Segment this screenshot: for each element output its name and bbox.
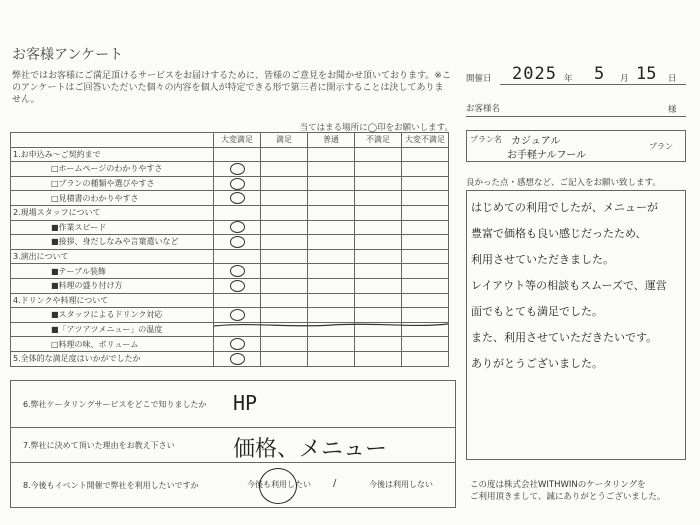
rating-cell[interactable] [261, 235, 308, 250]
rating-cell[interactable] [355, 191, 402, 206]
rating-cell[interactable] [261, 147, 308, 162]
rating-cell[interactable] [261, 191, 308, 206]
item-label: □見積書のわかりやすさ [11, 191, 214, 206]
page-title: お客様アンケート [12, 47, 124, 63]
table-row [11, 264, 449, 279]
rating-cell[interactable] [402, 278, 449, 293]
rating-cell[interactable] [261, 162, 308, 177]
survey-table [10, 132, 449, 367]
name-underline [466, 116, 686, 117]
rating-cell[interactable] [214, 162, 261, 177]
scribble-line [212, 319, 452, 331]
section-row [11, 351, 449, 366]
comment-line: 面でもとても満足でした。 [471, 305, 603, 318]
rating-cell[interactable] [355, 162, 402, 177]
table-row [11, 176, 449, 191]
selected-circle-mark [230, 338, 245, 350]
rating-cell[interactable] [214, 220, 261, 235]
q8-row [10, 462, 456, 508]
rating-cell[interactable] [261, 337, 308, 352]
comment-label: 良かった点・感想など、ご記入をお願い致します。 [466, 178, 661, 188]
rating-cell[interactable] [355, 235, 402, 250]
col-dissatisfied: 不満足 [355, 133, 402, 148]
header-blank [11, 133, 214, 148]
q7-row [10, 427, 456, 463]
comment-line: 豊富で価格も良い感じだったため、 [471, 227, 647, 240]
rating-cell[interactable] [402, 293, 449, 308]
comment-line: はじめての利用でしたが、メニューが [471, 201, 658, 214]
q7-label: 7.弊社に決めて頂いた理由をお教え下さい [23, 441, 175, 450]
selected-circle-mark [230, 265, 245, 277]
comment-line: レイアウト等の相談もスムーズで、運営 [471, 279, 667, 292]
q6-answer: HP [233, 391, 258, 415]
selected-circle-mark [230, 353, 245, 365]
rating-cell[interactable] [308, 235, 355, 250]
rating-cell[interactable] [308, 278, 355, 293]
rating-cell[interactable] [402, 264, 449, 279]
q8-option-no: 今後は利用しない [369, 480, 433, 489]
rating-cell[interactable] [308, 191, 355, 206]
date-underline [500, 84, 686, 85]
rating-cell[interactable] [261, 220, 308, 235]
selected-circle-mark [230, 178, 245, 190]
rating-cell[interactable] [402, 351, 449, 366]
item-label: ■料理の盛り付け方 [11, 278, 214, 293]
rating-cell[interactable] [308, 220, 355, 235]
rating-cell[interactable] [214, 351, 261, 366]
selected-circle-mark [230, 163, 245, 175]
section-row [11, 205, 449, 220]
comment-line: また、利用させていただきたいです。 [471, 331, 658, 344]
section-label: 3.演出について [11, 249, 214, 264]
rating-cell[interactable] [214, 264, 261, 279]
q6-label: 6.弊社ケータリングサービスをどこで知りましたか [23, 400, 207, 409]
rating-cell[interactable] [214, 191, 261, 206]
rating-cell[interactable] [308, 176, 355, 191]
rating-cell[interactable] [308, 264, 355, 279]
rating-cell[interactable] [402, 147, 449, 162]
rating-cell[interactable] [355, 337, 402, 352]
rating-cell[interactable] [308, 162, 355, 177]
plan-value-line1: カジュアル [511, 136, 561, 147]
plan-suffix: プラン [649, 142, 673, 151]
section-label: 4.ドリンクや料理について [11, 293, 214, 308]
intro-text: 弊社ではお客様にご満足頂けるサービスをお届けするために、皆様のご意見をお聞かせ頂いております。※このアンケートはご回答いただいた個々の内容を個人が特定できる形で第三者に開示することは決してありません。 [12, 71, 451, 105]
col-neutral: 普通 [308, 133, 355, 148]
rating-cell[interactable] [402, 220, 449, 235]
rating-cell[interactable] [214, 235, 261, 250]
selected-circle-mark [230, 192, 245, 204]
rating-cell[interactable] [402, 249, 449, 264]
plan-value-line2: お手軽ナルフール [507, 150, 586, 161]
thanks-line-1: この度は株式会社WITHWINのケータリングを [470, 480, 646, 490]
section-row [11, 293, 449, 308]
table-row [11, 191, 449, 206]
rating-cell[interactable] [261, 278, 308, 293]
section-label: 2.現場スタッフについて [11, 205, 214, 220]
rating-cell[interactable] [214, 205, 261, 220]
section-row [11, 249, 449, 264]
rating-cell[interactable] [402, 162, 449, 177]
rating-cell[interactable] [214, 278, 261, 293]
item-label: □料理の味、ボリューム [11, 337, 214, 352]
item-label: ■接拶、身だしなみや言葉遣いなど [11, 235, 214, 250]
rating-cell[interactable] [402, 176, 449, 191]
table-row [11, 162, 449, 177]
table-row [11, 235, 449, 250]
q8-label: 8.今後もイベント開催で弊社を利用したいですか [23, 481, 199, 490]
table-row [11, 337, 449, 352]
rating-cell[interactable] [355, 264, 402, 279]
section-label: 1.お申込み～ご契約まで [11, 147, 214, 162]
rating-cell[interactable] [261, 293, 308, 308]
day-unit: 日 [668, 74, 677, 84]
rating-cell[interactable] [214, 249, 261, 264]
item-label: □ホームページのわかりやすさ [11, 162, 214, 177]
item-label: ■テーブル装飾 [11, 264, 214, 279]
month-unit: 月 [620, 74, 629, 84]
date-label: 開催日 [466, 74, 492, 84]
q6-row [10, 380, 456, 428]
rating-cell[interactable] [214, 176, 261, 191]
rating-cell[interactable] [355, 249, 402, 264]
rating-cell[interactable] [261, 205, 308, 220]
rating-cell[interactable] [402, 191, 449, 206]
rating-cell[interactable] [308, 249, 355, 264]
plan-box [466, 130, 686, 162]
item-label: ■作業スピード [11, 220, 214, 235]
col-very-dissatisfied: 大変不満足 [402, 133, 449, 148]
plan-label: プラン名 [470, 135, 502, 144]
rating-cell[interactable] [214, 147, 261, 162]
item-label: ■「アツアツメニュー」の温度 [11, 322, 214, 337]
q8-yes-circle [259, 468, 297, 504]
section-label: 5.全体的な満足度はいかがでしたか [11, 351, 214, 366]
comment-box [466, 190, 686, 460]
comment-line: ありがとうございました。 [471, 357, 603, 370]
selected-circle-mark [230, 236, 245, 248]
q7-answer: 価格、メニュー [233, 437, 388, 462]
rating-cell[interactable] [261, 264, 308, 279]
honorific: 様 [668, 105, 677, 115]
item-label: ■スタッフによるドリンク対応 [11, 308, 214, 323]
table-header-row [11, 133, 449, 148]
rating-cell[interactable] [355, 176, 402, 191]
date-month: 5 [594, 64, 605, 84]
table-row [11, 278, 449, 293]
rating-cell[interactable] [402, 337, 449, 352]
q8-option-yes-label: 今後も利用したい [247, 480, 311, 489]
rating-cell[interactable] [355, 351, 402, 366]
thanks-line-2: ご利用頂きまして、誠にありがとうございました。 [470, 492, 666, 502]
selected-circle-mark [230, 221, 245, 233]
rating-cell[interactable] [355, 278, 402, 293]
rating-cell[interactable] [308, 205, 355, 220]
q8-separator: / [333, 478, 337, 489]
col-very-satisfied: 大変満足 [214, 133, 261, 148]
section-row [11, 147, 449, 162]
table-row [11, 220, 449, 235]
date-year: 2025 [512, 64, 557, 84]
name-label: お客様名 [466, 104, 501, 114]
selected-circle-mark [230, 280, 245, 292]
rating-cell[interactable] [308, 147, 355, 162]
rating-cell[interactable] [308, 293, 355, 308]
col-satisfied: 満足 [261, 133, 308, 148]
rating-cell[interactable] [261, 176, 308, 191]
rating-cell[interactable] [355, 293, 402, 308]
rating-cell[interactable] [402, 235, 449, 250]
rating-cell[interactable] [355, 147, 402, 162]
instruction-note: 当てはまる場所に◯印をお願いします。 [299, 123, 453, 133]
rating-cell[interactable] [355, 220, 402, 235]
year-unit: 年 [564, 74, 573, 84]
comment-line: 利用させていただきました。 [471, 253, 614, 266]
rating-cell[interactable] [308, 351, 355, 366]
rating-cell[interactable] [402, 205, 449, 220]
rating-cell[interactable] [214, 293, 261, 308]
rating-cell[interactable] [261, 351, 308, 366]
rating-cell[interactable] [214, 337, 261, 352]
rating-cell[interactable] [308, 337, 355, 352]
item-label: □プランの種類や選びやすさ [11, 176, 214, 191]
rating-cell[interactable] [261, 249, 308, 264]
comment-lines [471, 195, 667, 377]
date-day: 15 [636, 64, 657, 84]
rating-cell[interactable] [355, 205, 402, 220]
